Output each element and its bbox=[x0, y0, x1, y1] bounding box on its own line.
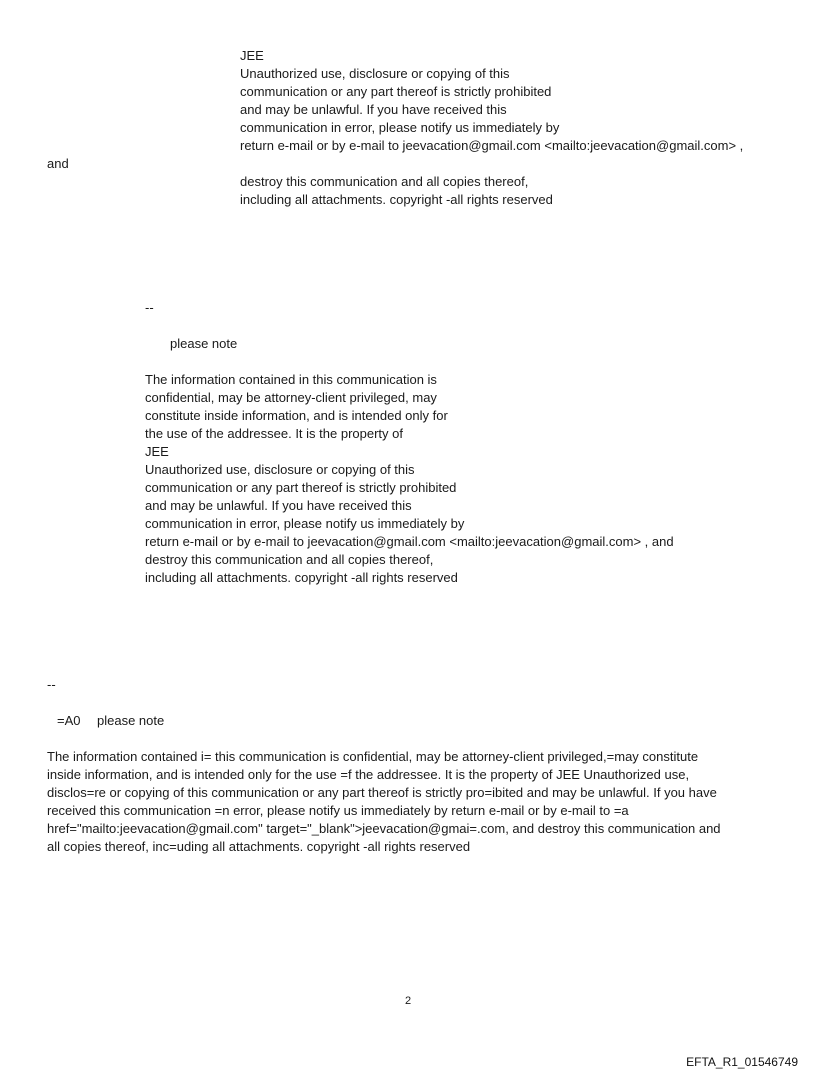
notice-line: including all attachments. copyright -all rights reserved bbox=[145, 570, 458, 585]
notice-line: return e-mail or by e-mail to jeevacation@gmail.com <mailto:jeevacation@gmail.com> , and bbox=[145, 534, 674, 549]
paragraph-line: all copies thereof, inc=uding all attachments. copyright -all rights reserved bbox=[47, 839, 471, 854]
notice-line: JEE bbox=[145, 444, 169, 459]
and-text: and bbox=[47, 156, 69, 171]
third-notice-heading bbox=[57, 712, 164, 730]
separator bbox=[47, 676, 56, 694]
heading-text: please note bbox=[97, 713, 165, 728]
paragraph-line: The information contained i= this communication is confidential, may be attorney-client privileged,=may constitute bbox=[47, 749, 699, 764]
notice-line: The information contained in this communication is bbox=[145, 372, 437, 387]
paragraph-line: disclos=re or copying of this communication or any part thereof is strictly pro=ibited and may be unlawful. If you have bbox=[47, 785, 717, 800]
notice-line: Unauthorized use, disclosure or copying of this bbox=[240, 66, 510, 81]
first-notice-tail bbox=[240, 173, 553, 209]
second-notice-block bbox=[145, 371, 674, 587]
notice-line: Unauthorized use, disclosure or copying of this bbox=[145, 462, 415, 477]
notice-line: return e-mail or by e-mail to jeevacation@gmail.com <mailto:jeevacation@gmail.com> , bbox=[240, 138, 744, 153]
notice-line: communication in error, please notify us immediately by bbox=[145, 516, 465, 531]
heading-text: please note bbox=[170, 336, 238, 351]
paragraph-line: href="mailto:jeevacation@gmail.com" target="_blank">jeevacation@gmai=.com, and destroy this communication and bbox=[47, 821, 721, 836]
notice-line: including all attachments. copyright -all rights reserved bbox=[240, 192, 553, 207]
page-number: 2 bbox=[404, 995, 412, 1007]
paragraph-line: received this communication =n error, please notify us immediately by return e-mail or by e-mail to =a bbox=[47, 803, 629, 818]
heading-line bbox=[57, 712, 164, 730]
document-id: EFTA_R1_01546749 bbox=[686, 1055, 798, 1069]
notice-line: constitute inside information, and is intended only for bbox=[145, 408, 448, 423]
third-notice-paragraph bbox=[47, 748, 762, 856]
notice-line: confidential, may be attorney-client privileged, may bbox=[145, 390, 437, 405]
notice-line: communication or any part thereof is strictly prohibited bbox=[240, 84, 552, 99]
notice-line: destroy this communication and all copies thereof, bbox=[240, 174, 529, 189]
first-notice-block bbox=[240, 47, 743, 155]
notice-line: and may be unlawful. If you have received this bbox=[145, 498, 412, 513]
separator bbox=[145, 299, 154, 317]
notice-line: and may be unlawful. If you have received this bbox=[240, 102, 507, 117]
notice-line: destroy this communication and all copies thereof, bbox=[145, 552, 434, 567]
second-notice-heading bbox=[170, 335, 237, 353]
wrapped-and-word bbox=[47, 155, 69, 173]
paragraph-line: inside information, and is intended only for the use =f the addressee. It is the property of JEE Unauthorized use, bbox=[47, 767, 690, 782]
notice-line: communication or any part thereof is strictly prohibited bbox=[145, 480, 457, 495]
encoded-prefix: =A0 bbox=[57, 713, 81, 728]
notice-line: JEE bbox=[240, 48, 264, 63]
notice-line: the use of the addressee. It is the property of bbox=[145, 426, 403, 441]
notice-line: communication in error, please notify us immediately by bbox=[240, 120, 560, 135]
separator-text: -- bbox=[145, 300, 154, 315]
separator-text: -- bbox=[47, 677, 56, 692]
